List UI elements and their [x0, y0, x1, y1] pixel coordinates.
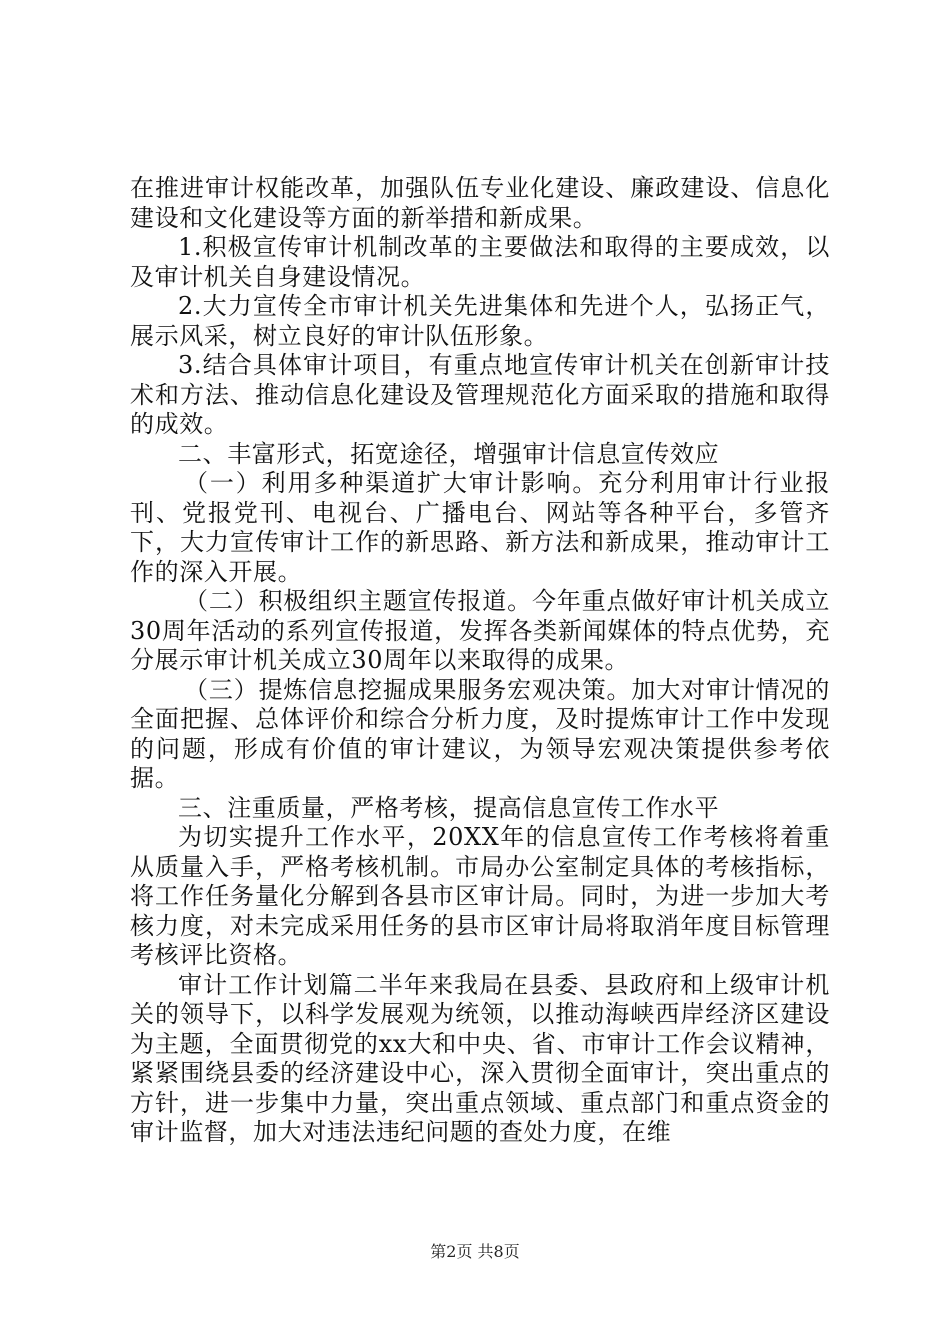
paragraph-item-1: 1.积极宣传审计机制改革的主要做法和取得的主要成效，以及审计机关自身建设情况。	[130, 233, 830, 291]
section-heading-2: 二、丰富形式，拓宽途径，增强审计信息宣传效应	[178, 439, 720, 468]
paragraph-item-3: 3.结合具体审计项目，有重点地宣传审计机关在创新审计技术和方法、推动信息化建设及管理规范化方面采取的措施和取得的成效。	[130, 351, 830, 438]
paragraph-plan-part-2: 审计工作计划篇二半年来我局在县委、县政府和上级审计机关的领导下，以科学发展观为统领，以推动海峡西岸经济区建设为主题，全面贯彻党的xx大和中央、省、市审计工作会议精神，紧紧围绕县委的经济建设中心，深入贯彻全面审计，突出重点的方针，进一步集中力量，突出重点领域、重点部门和重点资金的审计监督，加大对违法违纪问题的查处力度，在维	[130, 970, 830, 1146]
section-heading-3: 三、注重质量，严格考核，提高信息宣传工作水平	[178, 793, 720, 822]
document-body	[130, 174, 830, 1148]
paragraph-subsection-1: （一）利用多种渠道扩大审计影响。充分利用审计行业报刊、党报党刊、电视台、广播电台、网站等各种平台，多管齐下，大力宣传审计工作的新思路、新方法和新成果，推动审计工作的深入开展。	[130, 469, 830, 586]
paragraph-assessment: 为切实提升工作水平，20XX年的信息宣传工作考核将着重从质量入手，严格考核机制。市局办公室制定具体的考核指标，将工作任务量化分解到各县市区审计局。同时，为进一步加大考核力度，对未完成采用任务的县市区审计局将取消年度目标管理考核评比资格。	[130, 823, 830, 969]
paragraph-subsection-2: （二）积极组织主题宣传报道。今年重点做好审计机关成立30周年活动的系列宣传报道，发挥各类新闻媒体的特点优势，充分展示审计机关成立30周年以来取得的成果。	[130, 587, 830, 674]
paragraph-subsection-3: （三）提炼信息挖掘成果服务宏观决策。加大对审计情况的全面把握、总体评价和综合分析力度，及时提炼审计工作中发现的问题，形成有价值的审计建议，为领导宏观决策提供参考依据。	[130, 675, 830, 792]
paragraph-item-2: 2.大力宣传全市审计机关先进集体和先进个人，弘扬正气，展示风采，树立良好的审计队伍形象。	[130, 292, 830, 350]
page-number-footer: 第2页 共8页	[430, 1242, 520, 1261]
paragraph-continuation: 在推进审计权能改革，加强队伍专业化建设、廉政建设、信息化建设和文化建设等方面的新举措和新成果。	[130, 174, 830, 232]
